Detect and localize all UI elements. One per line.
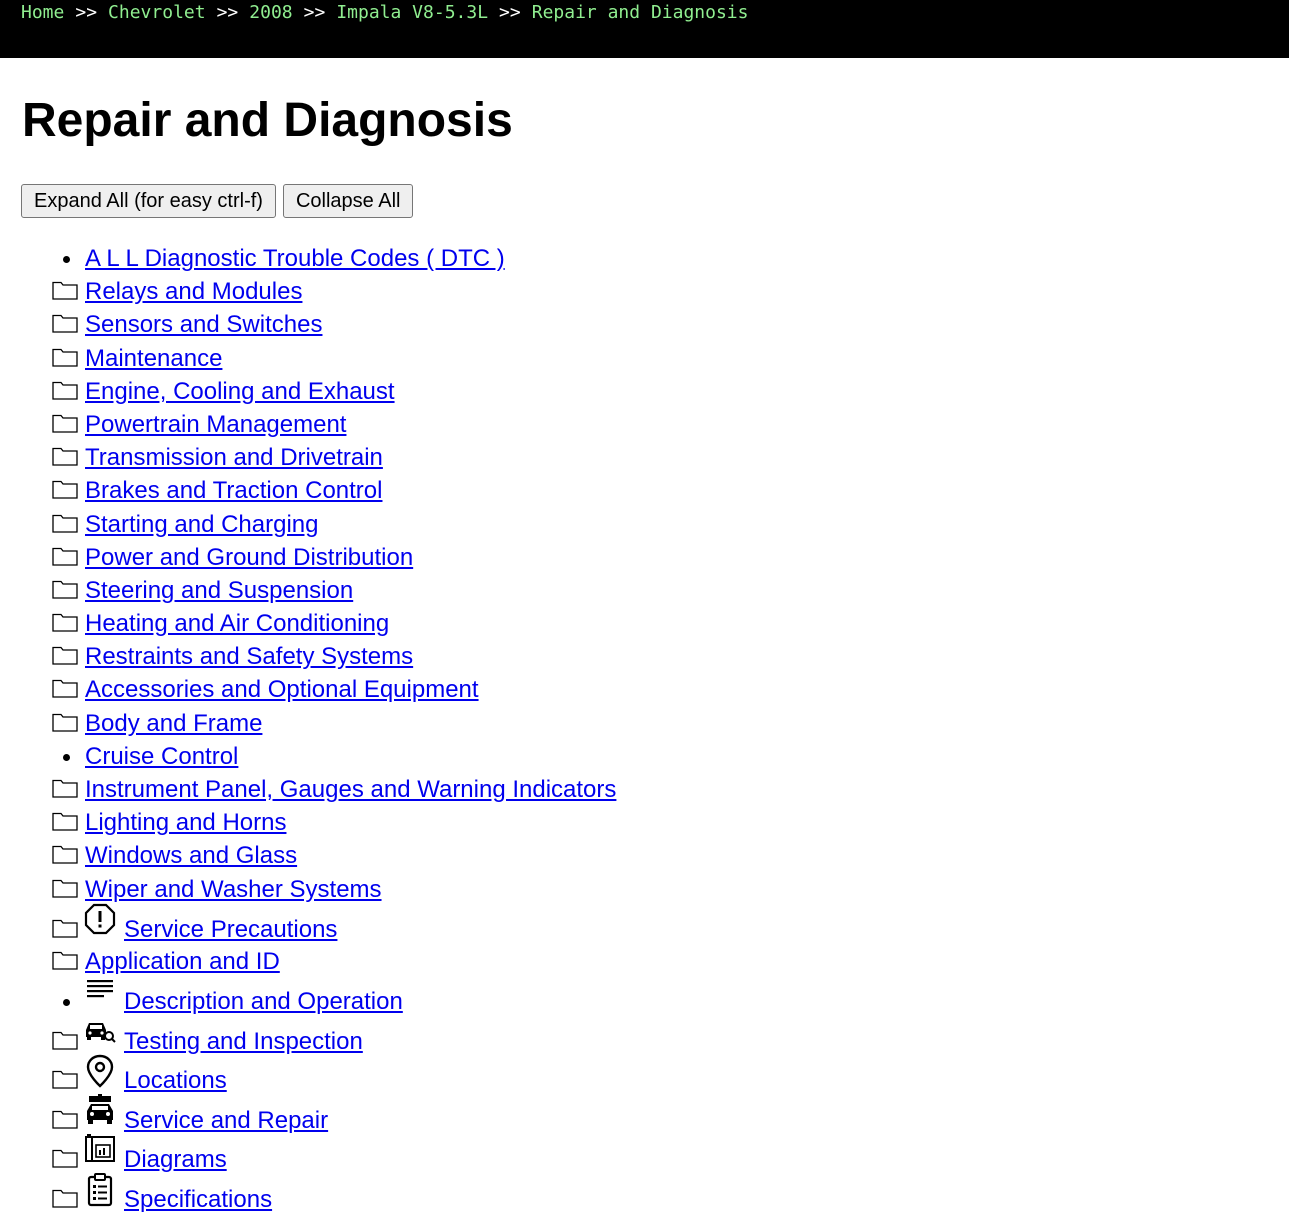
tree-link-lighting-and-horns[interactable]: Lighting and Horns bbox=[85, 809, 287, 837]
clipboard-list-icon bbox=[84, 1173, 116, 1214]
folder-icon[interactable] bbox=[52, 917, 78, 945]
tree-link-power-and-ground-distribution[interactable]: Power and Ground Distribution bbox=[85, 543, 414, 571]
tree-link-accessories-and-optional-equipment[interactable]: Accessories and Optional Equipment bbox=[85, 676, 479, 704]
folder-icon[interactable] bbox=[52, 1029, 78, 1057]
tree-link-powertrain-management[interactable]: Powertrain Management bbox=[85, 410, 347, 438]
tree-link-maintenance[interactable]: Maintenance bbox=[85, 344, 223, 372]
bullet-marker bbox=[63, 999, 70, 1006]
folder-icon[interactable] bbox=[52, 312, 78, 340]
tree-link-instrument-panel-gauges-and-warning-indicators[interactable]: Instrument Panel, Gauges and Warning Indicators bbox=[85, 776, 617, 803]
folder-icon[interactable] bbox=[52, 478, 78, 506]
breadcrumb-separator: >> bbox=[216, 2, 239, 23]
folder-icon[interactable] bbox=[52, 810, 78, 838]
tree-link-diagrams[interactable]: Diagrams bbox=[124, 1146, 227, 1174]
tree-link-application-and-id[interactable]: Application and ID bbox=[85, 948, 280, 976]
folder-icon[interactable] bbox=[52, 611, 78, 639]
tree-link-testing-and-inspection[interactable]: Testing and Inspection bbox=[124, 1027, 363, 1055]
tree-link-restraints-and-safety-systems[interactable]: Restraints and Safety Systems bbox=[85, 643, 414, 671]
folder-icon[interactable] bbox=[52, 412, 78, 440]
tree-link-service-precautions[interactable]: Service Precautions bbox=[124, 915, 338, 943]
folder-icon[interactable] bbox=[52, 578, 78, 606]
tree-link-a-l-l-diagnostic-trouble-codes-dtc[interactable]: A L L Diagnostic Trouble Codes ( DTC ) bbox=[85, 245, 505, 272]
breadcrumb-make[interactable]: Chevrolet bbox=[108, 2, 206, 23]
folder-icon[interactable] bbox=[52, 1187, 78, 1215]
tree-link-transmission-and-drivetrain[interactable]: Transmission and Drivetrain bbox=[85, 444, 383, 472]
tree-link-locations[interactable]: Locations bbox=[124, 1067, 227, 1095]
folder-icon[interactable] bbox=[52, 677, 78, 705]
breadcrumb-home[interactable]: Home bbox=[21, 2, 65, 23]
bullet-marker bbox=[63, 256, 70, 263]
location-pin-icon bbox=[84, 1054, 116, 1095]
tree-link-windows-and-glass[interactable]: Windows and Glass bbox=[85, 842, 298, 870]
folder-icon[interactable] bbox=[52, 279, 78, 307]
folder-icon[interactable] bbox=[52, 379, 78, 407]
folder-icon[interactable] bbox=[52, 644, 78, 672]
folder-icon[interactable] bbox=[52, 346, 78, 374]
tree-link-specifications[interactable]: Specifications bbox=[124, 1185, 273, 1213]
tree-link-engine-cooling-and-exhaust[interactable]: Engine, Cooling and Exhaust bbox=[85, 377, 395, 405]
text-lines-icon bbox=[84, 975, 116, 1014]
folder-icon[interactable] bbox=[52, 711, 78, 739]
folder-icon[interactable] bbox=[52, 1068, 78, 1096]
breadcrumb bbox=[0, 0, 1289, 58]
bullet-marker bbox=[63, 754, 70, 761]
tree-link-sensors-and-switches[interactable]: Sensors and Switches bbox=[85, 311, 323, 339]
folder-icon[interactable] bbox=[52, 949, 78, 977]
tree-link-service-and-repair[interactable]: Service and Repair bbox=[124, 1106, 329, 1134]
tree-link-wiper-and-washer-systems[interactable]: Wiper and Washer Systems bbox=[85, 875, 382, 903]
breadcrumb-separator: >> bbox=[303, 2, 326, 23]
car-search-icon bbox=[84, 1015, 116, 1054]
folder-icon[interactable] bbox=[52, 1147, 78, 1175]
warning-octagon-icon bbox=[84, 903, 116, 942]
folder-icon[interactable] bbox=[52, 777, 78, 805]
diagram-icon bbox=[84, 1133, 116, 1172]
breadcrumb-separator: >> bbox=[499, 2, 521, 23]
tree-link-description-and-operation[interactable]: Description and Operation bbox=[124, 988, 403, 1016]
breadcrumb-current[interactable]: Repair and Diagnosis bbox=[531, 2, 749, 23]
tree-link-relays-and-modules[interactable]: Relays and Modules bbox=[85, 278, 303, 306]
folder-icon[interactable] bbox=[52, 877, 78, 905]
breadcrumb-year[interactable]: 2008 bbox=[249, 2, 293, 23]
folder-icon[interactable] bbox=[52, 445, 78, 473]
breadcrumb-separator: >> bbox=[75, 2, 98, 23]
tree-link-brakes-and-traction-control[interactable]: Brakes and Traction Control bbox=[85, 477, 383, 505]
folder-icon[interactable] bbox=[52, 843, 78, 871]
expand-all-button[interactable]: Expand All (for easy ctrl-f) bbox=[21, 184, 276, 218]
tree-link-cruise-control[interactable]: Cruise Control bbox=[85, 742, 239, 770]
page-title: Repair and Diagnosis bbox=[22, 94, 513, 147]
toolbar bbox=[21, 184, 413, 218]
tree-link-starting-and-charging[interactable]: Starting and Charging bbox=[85, 510, 319, 538]
tree-link-body-and-frame[interactable]: Body and Frame bbox=[85, 709, 263, 737]
collapse-all-button[interactable]: Collapse All bbox=[283, 184, 414, 218]
tree-link-steering-and-suspension[interactable]: Steering and Suspension bbox=[85, 576, 354, 604]
folder-icon[interactable] bbox=[52, 1108, 78, 1136]
breadcrumb-model[interactable]: Impala V8-5.3L bbox=[336, 2, 489, 23]
car-repair-icon bbox=[84, 1094, 116, 1133]
tree-link-heating-and-air-conditioning[interactable]: Heating and Air Conditioning bbox=[85, 610, 390, 638]
folder-icon[interactable] bbox=[52, 545, 78, 573]
folder-icon[interactable] bbox=[52, 512, 78, 540]
